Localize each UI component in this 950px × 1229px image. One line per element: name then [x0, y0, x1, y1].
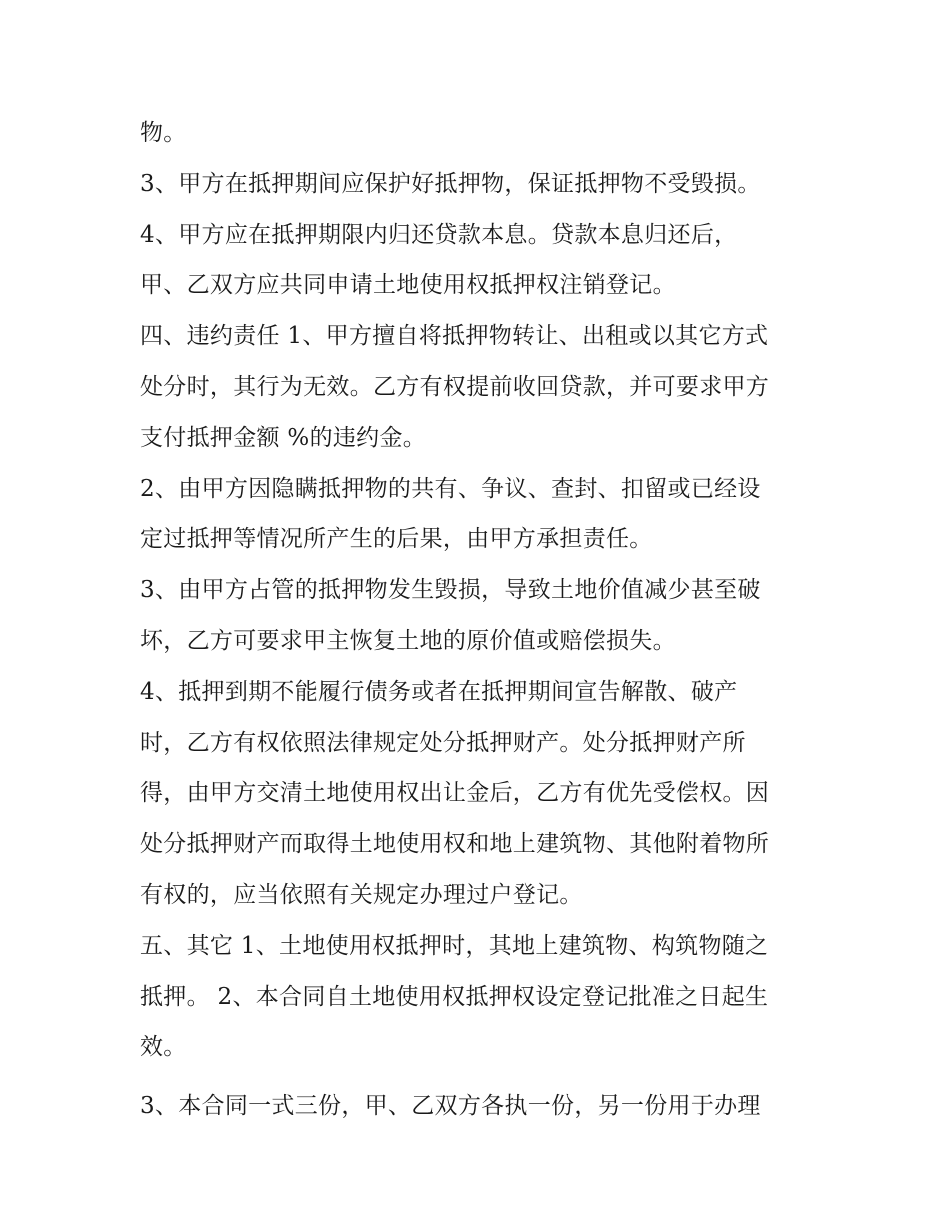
- text-line: 2、由甲方因隐瞒抵押物的共有、争议、查封、扣留或已经设: [140, 475, 761, 502]
- text-line: 支付抵押金额 %的违约金。: [140, 424, 427, 451]
- contract-text: [140, 108, 820, 1132]
- text-line: 物。: [140, 120, 187, 146]
- text-line: 有权的，应当依照有关规定办理过户登记。: [140, 881, 583, 908]
- text-line: 五、其它 1、土地使用权抵押时，其地上建筑物、构筑物随之: [140, 932, 769, 959]
- text-line: 甲、乙双方应共同申请土地使用权抵押权注销登记。: [140, 272, 676, 299]
- text-line: 得，由甲方交清土地使用权出让金后，乙方有优先受偿权。因: [140, 780, 770, 807]
- text-line: 抵押。 2、本合同自土地使用权抵押权设定登记批准之日起生: [140, 983, 769, 1010]
- text-line: 效。: [140, 1034, 187, 1061]
- text-line: 处分时，其行为无效。乙方有权提前收回贷款，并可要求甲方: [140, 373, 770, 400]
- text-line: 4、抵押到期不能履行债务或者在抵押期间宣告解散、破产: [140, 678, 738, 705]
- text-line: 四、违约责任 1、甲方擅自将抵押物转让、出租或以其它方式: [140, 323, 769, 350]
- text-line: 3、由甲方占管的抵押物发生毁损，导致土地价值减少甚至破: [140, 577, 761, 604]
- text-line: 时，乙方有权依照法律规定处分抵押财产。处分抵押财产所: [140, 729, 746, 756]
- text-line: 4、甲方应在抵押期限内归还贷款本息。贷款本息归还后，: [140, 221, 738, 248]
- text-line: 3、本合同一式三份，甲、乙双方各执一份，另一份用于办理: [140, 1093, 761, 1120]
- text-line: 定过抵押等情况所产生的后果，由甲方承担责任。: [140, 526, 653, 553]
- text-line: 3、甲方在抵押期间应保护好抵押物，保证抵押物不受毁损。: [140, 170, 761, 197]
- text-line: 处分抵押财产而取得土地使用权和地上建筑物、其他附着物所: [140, 831, 770, 858]
- text-line: 坏，乙方可要求甲主恢复土地的原价值或赔偿损失。: [140, 627, 676, 654]
